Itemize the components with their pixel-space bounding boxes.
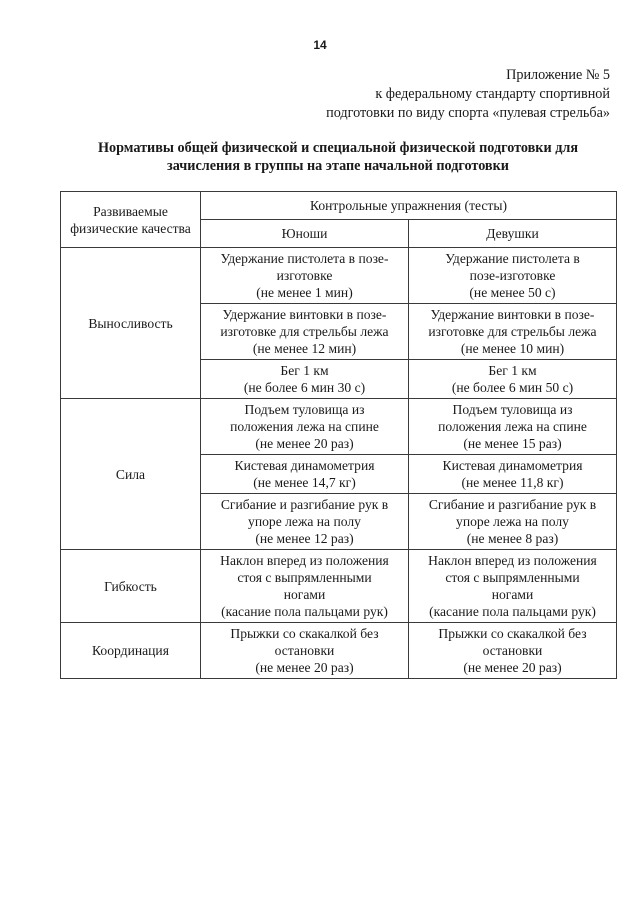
boys-exercise-cell — [201, 248, 409, 304]
girls-exercise-cell — [409, 494, 617, 550]
exercise-line: ногами — [283, 587, 326, 602]
exercise-line: (не менее 10 мин) — [460, 341, 565, 356]
appendix-note — [326, 66, 610, 123]
quality-cell: Сила — [61, 399, 201, 550]
exercise-line: позе-изготовке — [469, 268, 556, 283]
exercise-line: Подъем туловища из — [452, 402, 573, 417]
page-number: 14 — [313, 38, 327, 52]
boys-exercise-cell — [201, 360, 409, 399]
exercise-line: Кистевая динамометрия — [442, 458, 583, 473]
exercise-line: (не менее 14,7 кг) — [253, 475, 356, 490]
exercise-line: Прыжки со скакалкой без — [230, 626, 379, 641]
boys-exercise-cell — [201, 399, 409, 455]
table-row — [61, 399, 617, 455]
quality-cell: Выносливость — [61, 248, 201, 399]
exercise-line: (не менее 20 раз) — [255, 660, 354, 675]
exercise-line: стоя с выпрямленными — [237, 570, 372, 585]
exercise-line: Прыжки со скакалкой без — [438, 626, 587, 641]
exercise-line: Удержание пистолета в — [445, 251, 580, 266]
girls-exercise-cell — [409, 550, 617, 623]
boys-exercise-cell — [201, 455, 409, 494]
exercise-line: Кистевая динамометрия — [234, 458, 375, 473]
exercise-line: (не менее 11,8 кг) — [461, 475, 564, 490]
exercise-line: стоя с выпрямленными — [445, 570, 580, 585]
boys-exercise-cell — [201, 494, 409, 550]
exercise-line: Подъем туловища из — [244, 402, 365, 417]
exercise-line: изготовке для стрельбы лежа — [220, 324, 389, 339]
girls-exercise-cell — [409, 248, 617, 304]
girls-exercise-cell — [409, 399, 617, 455]
exercise-line: упоре лежа на полу — [456, 514, 569, 529]
exercise-line: (не менее 20 раз) — [463, 660, 562, 675]
exercise-line: (не менее 12 мин) — [252, 341, 357, 356]
exercise-line: (не менее 15 раз) — [463, 436, 562, 451]
exercise-line: Наклон вперед из положения — [220, 553, 389, 568]
exercise-line: Наклон вперед из положения — [428, 553, 597, 568]
exercise-line: остановки — [274, 643, 335, 658]
girls-exercise-cell — [409, 623, 617, 679]
exercise-line: положения лежа на спине — [230, 419, 379, 434]
exercise-line: Удержание винтовки в позе- — [222, 307, 387, 322]
table-row — [61, 248, 617, 304]
appendix-line: Приложение № 5 — [506, 67, 610, 83]
exercise-line: упоре лежа на полу — [248, 514, 361, 529]
girls-exercise-cell — [409, 304, 617, 360]
appendix-line: подготовки по виду спорта «пулевая стрельба» — [326, 105, 610, 121]
table-row — [61, 550, 617, 623]
exercise-line: ногами — [491, 587, 534, 602]
header-girls: Девушки — [409, 220, 617, 248]
exercise-line: (не менее 20 раз) — [255, 436, 354, 451]
boys-exercise-cell — [201, 623, 409, 679]
exercise-line: (не менее 12 раз) — [255, 531, 354, 546]
exercise-line: изготовке — [276, 268, 333, 283]
exercise-line: (касание пола пальцами рук) — [221, 604, 388, 619]
exercise-line: остановки — [482, 643, 543, 658]
standards-table — [60, 191, 617, 679]
exercise-line: Бег 1 км — [280, 363, 329, 378]
appendix-line: к федеральному стандарту спортивной — [375, 86, 610, 102]
exercise-line: Бег 1 км — [488, 363, 537, 378]
girls-exercise-cell — [409, 360, 617, 399]
header-qualities: Развиваемые физические качества — [61, 192, 201, 248]
boys-exercise-cell — [201, 304, 409, 360]
exercise-line: (не более 6 мин 50 с) — [451, 380, 574, 395]
document-title — [60, 139, 616, 175]
header-tests: Контрольные упражнения (тесты) — [201, 192, 617, 220]
exercise-line: (касание пола пальцами рук) — [429, 604, 596, 619]
exercise-line: изготовке для стрельбы лежа — [428, 324, 597, 339]
quality-cell: Гибкость — [61, 550, 201, 623]
exercise-line: (не менее 8 раз) — [466, 531, 559, 546]
table-row — [61, 623, 617, 679]
title-line: зачисления в группы на этапе начальной подготовки — [167, 158, 509, 174]
header-boys: Юноши — [201, 220, 409, 248]
boys-exercise-cell — [201, 550, 409, 623]
exercise-line: (не менее 50 с) — [469, 285, 556, 300]
exercise-line: Удержание пистолета в позе- — [220, 251, 389, 266]
quality-cell: Координация — [61, 623, 201, 679]
exercise-line: Удержание винтовки в позе- — [430, 307, 595, 322]
exercise-line: (не более 6 мин 30 с) — [243, 380, 366, 395]
exercise-line: (не менее 1 мин) — [256, 285, 353, 300]
table-body — [61, 248, 617, 679]
girls-exercise-cell — [409, 455, 617, 494]
title-line: Нормативы общей физической и специальной физической подготовки для — [97, 140, 579, 156]
exercise-line: Сгибание и разгибание рук в — [428, 497, 597, 512]
exercise-line: положения лежа на спине — [438, 419, 587, 434]
exercise-line: Сгибание и разгибание рук в — [220, 497, 389, 512]
